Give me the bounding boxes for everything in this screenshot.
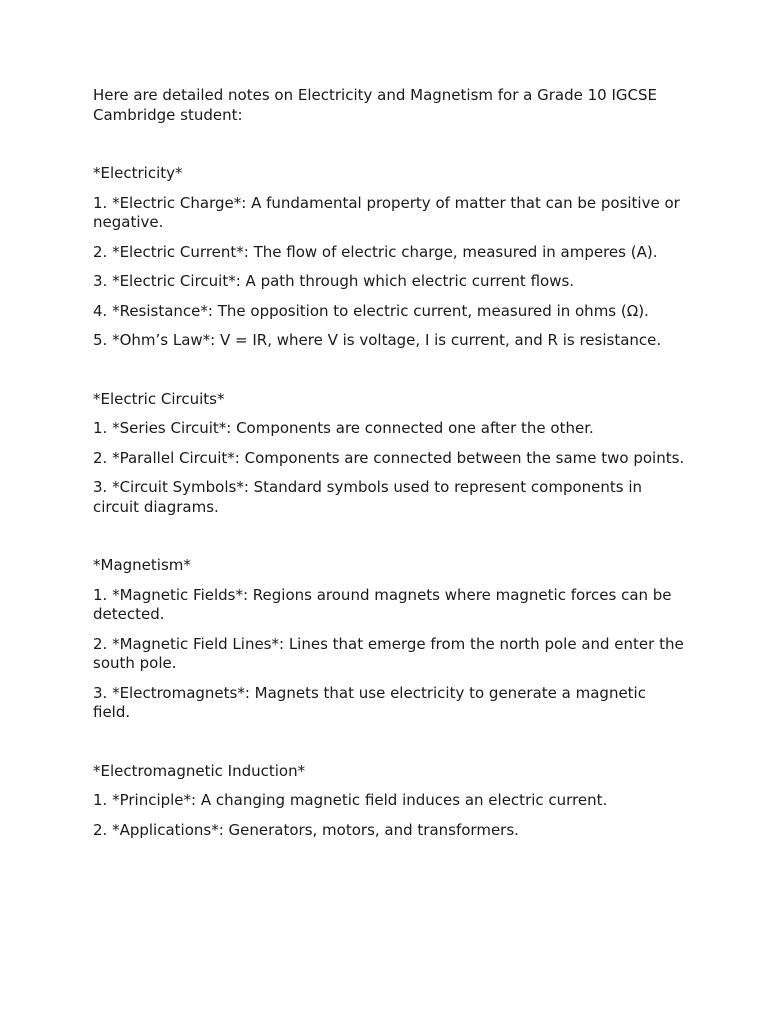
document-page bbox=[93, 86, 685, 850]
section-heading: *Magnetism* bbox=[93, 556, 191, 574]
section-heading: *Electricity* bbox=[93, 164, 183, 182]
intro-text: Here are detailed notes on Electricity and Magnetism for a Grade 10 IGCSE Cambridge student: bbox=[93, 86, 658, 124]
section-electricity bbox=[93, 164, 685, 351]
list-item: 2. *Magnetic Field Lines*: Lines that emerge from the north pole and enter the south pole. bbox=[93, 634, 684, 672]
list-item: 4. *Resistance*: The opposition to electric current, measured in ohms (Ω). bbox=[93, 301, 649, 320]
list-item: 2. *Applications*: Generators, motors, and transformers. bbox=[93, 820, 519, 839]
list-item: 3. *Circuit Symbols*: Standard symbols used to represent components in circuit diagrams. bbox=[93, 478, 643, 516]
list-item: 2. *Electric Current*: The flow of electric charge, measured in amperes (A). bbox=[93, 242, 658, 261]
list-item: 5. *Ohm’s Law*: V = IR, where V is voltage, I is current, and R is resistance. bbox=[93, 331, 662, 349]
list-item: 3. *Electric Circuit*: A path through which electric current flows. bbox=[93, 272, 575, 290]
list-item: 1. *Electric Charge*: A fundamental property of matter that can be positive or negative. bbox=[93, 193, 680, 231]
list-item: 1. *Principle*: A changing magnetic field induces an electric current. bbox=[93, 791, 608, 809]
list-item: 3. *Electromagnets*: Magnets that use electricity to generate a magnetic field. bbox=[93, 683, 646, 721]
list-item: 2. *Parallel Circuit*: Components are connected between the same two points. bbox=[93, 448, 685, 467]
section-heading: *Electromagnetic Induction* bbox=[93, 761, 306, 780]
section-magnetism bbox=[93, 556, 685, 723]
list-item: 1. *Magnetic Fields*: Regions around magnets where magnetic forces can be detected. bbox=[93, 585, 672, 623]
section-electric-circuits bbox=[93, 390, 685, 518]
section-electromagnetic-induction bbox=[93, 762, 685, 841]
section-heading: *Electric Circuits* bbox=[93, 389, 225, 408]
list-item: 1. *Series Circuit*: Components are connected one after the other. bbox=[93, 419, 594, 437]
